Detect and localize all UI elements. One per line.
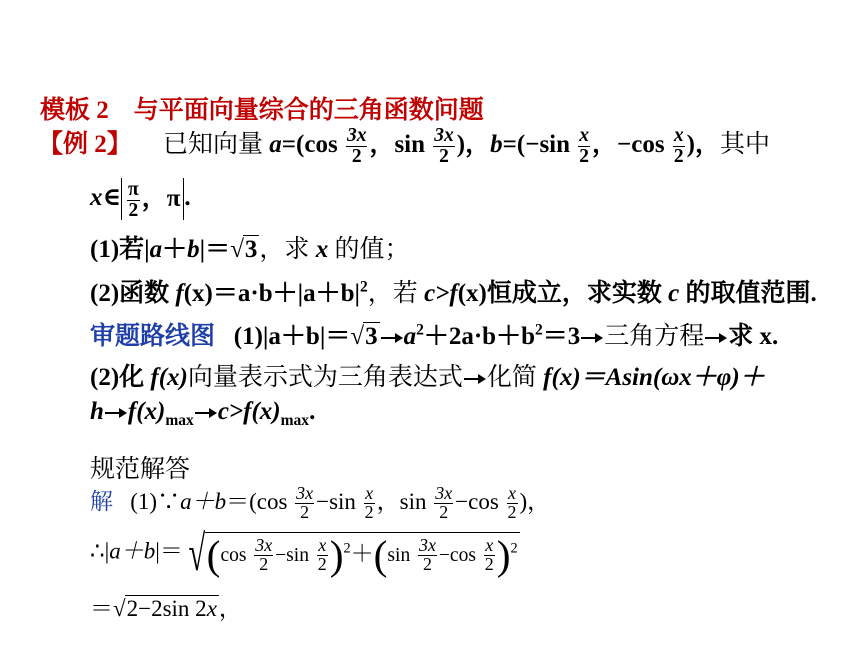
route-p2-c: 化简 [486, 364, 544, 391]
sqrt-icon: √ [188, 524, 206, 581]
pi-value: π [166, 185, 181, 212]
q1-x: x [315, 236, 329, 263]
route-c-f: c>f(x) [217, 398, 281, 425]
arrow-icon [581, 333, 603, 343]
s1-a: (1)∵ [130, 489, 181, 514]
section-heading [40, 90, 484, 126]
q1-rest-a: ，求 [259, 236, 316, 263]
s2-a: ∴| [90, 538, 110, 564]
s3-x: x [206, 596, 217, 621]
s1-ab: a＋b [180, 489, 227, 514]
q2-rest-b: (x)恒成立，求实数 [457, 280, 669, 307]
fraction-3x-2b: $\frac{3x}{2}$ [434, 125, 454, 167]
dot: . [184, 183, 191, 211]
sqrt-content: (cos $\frac{3x}{2}$ −sin $\frac{x}{2}$ )$^2$＋(sin $\frac{3x}{2}$ −cos $\frac{x}{2}$ )$^2$ [206, 532, 518, 579]
route-max-2: max [280, 412, 310, 429]
s1-minus-sin: −sin [316, 489, 356, 514]
q2-rest-a: ，若 [367, 280, 425, 307]
route-p2-a: (2)化 [90, 364, 151, 391]
s1-b: ＝(cos [226, 489, 288, 514]
q1-eq: |＝ [199, 236, 231, 263]
s2-frac-3x-2: $\frac{3x}{2}$ [255, 535, 273, 575]
solution-line-3: ＝√2−2sin 2x， [90, 596, 242, 621]
s1-comma-sin: ，sin [376, 489, 427, 514]
interval-bracket: $\frac{\pi}{2}$ ，π [121, 178, 184, 220]
solution-line-2 [90, 524, 520, 581]
q2-c: c [668, 280, 680, 307]
route-step2-end: ＝3 [542, 323, 581, 350]
q1-label: (1)若| [90, 236, 150, 263]
route-a: a [403, 323, 417, 350]
s2-frac-x-2: $\frac{x}{2}$ [317, 535, 327, 575]
neg-cos: −cos [617, 131, 665, 158]
s2-b: |＝ [155, 538, 183, 564]
s2-cos: cos [220, 545, 247, 566]
q2-f: f [175, 280, 184, 307]
route-end: . [309, 398, 316, 425]
s2-minus-sin: −sin [275, 545, 309, 566]
eq-cos: =(cos [281, 131, 338, 158]
route-p1-label: (1)|a＋b|＝ [233, 323, 351, 350]
route-sqrt-3: 3 [365, 323, 378, 350]
vector-b: b [490, 131, 503, 158]
fraction-pi-2: $\frac{\pi}{2}$ [128, 179, 139, 221]
q2-f-rest: (x)＝a·b＋|a＋b| [183, 280, 361, 307]
fraction-x-2b: $\frac{x}{2}$ [673, 125, 684, 167]
solution-title: 规范解答 [90, 456, 191, 483]
arrow-icon [381, 333, 403, 343]
s1-end: )， [519, 489, 551, 514]
s2-ab: a＋b [109, 538, 156, 564]
q2-square: 2 [360, 278, 368, 296]
sin-text: sin [394, 131, 426, 158]
s1-frac-3x-2: $\frac{3x}{2}$ [296, 483, 314, 523]
arrow-icon [195, 408, 217, 418]
s1-frac-x-2b: $\frac{x}{2}$ [507, 483, 517, 523]
example-tag: 【例 2】 [38, 131, 132, 158]
route-p2-f: f(x) [150, 364, 188, 391]
fraction-x-2: $\frac{x}{2}$ [579, 125, 590, 167]
q1-sqrt-3: 3 [244, 236, 258, 263]
question-2 [90, 273, 817, 309]
arrow-icon [105, 408, 127, 418]
route-title: 审题路线图 [90, 323, 216, 350]
fraction-3x-2: $\frac{3x}{2}$ [346, 125, 367, 167]
x-in: x∈ [90, 183, 122, 211]
template-title: 与平面向量综合的三角函数问题 [133, 97, 484, 124]
s1-minus-cos: −cos [455, 489, 499, 514]
q1-rest-b: 的值； [328, 236, 410, 263]
question-1: (1)若|a＋b|＝√3，求 x 的值； [90, 236, 410, 263]
s2-plus: ＋ [350, 541, 374, 566]
example-tail: 其中 [719, 131, 770, 158]
route-p2-b: 向量表示式为三角表达式 [187, 364, 463, 391]
route-step2-rest: ＋2a·b＋b [423, 323, 535, 350]
s1-frac-x-2: $\frac{x}{2}$ [364, 483, 374, 523]
s2-frac-3x-2b: $\frac{3x}{2}$ [418, 535, 436, 575]
q1-plus: ＋ [162, 236, 188, 263]
s3-end: ， [218, 596, 242, 621]
arrow-icon [705, 333, 727, 343]
route-line-2 [90, 357, 765, 393]
route-step4: 求 x. [728, 323, 779, 350]
s1-frac-3x-2b: $\frac{3x}{2}$ [435, 483, 453, 523]
route-f-max: f(x) [127, 398, 166, 425]
close-comma: )， [686, 131, 720, 158]
route-step3: 三角方程 [604, 323, 705, 350]
example-intro: 已知向量 [163, 131, 264, 158]
route-max-1: max [165, 412, 194, 429]
vector-a: a [269, 131, 282, 158]
eq-neg-sin: =(−sin [502, 131, 571, 158]
s2-frac-x-2b: $\frac{x}{2}$ [484, 535, 494, 575]
route-p2-d: f(x)＝Asin(ωx＋φ)＋ [543, 364, 765, 391]
solution-line-1 [90, 483, 550, 522]
s3-eq: ＝ [90, 596, 113, 621]
route-line-1: 审题路线图 (1)|a＋b|＝√3 $a^2+2a\cdot b+b^2=3$ 三角方程 求 x. [90, 321, 779, 350]
q2-label: (2)函数 [90, 280, 176, 307]
template-label: 模板 2 [40, 97, 109, 124]
s3-sqrt-text: 2−2sin 2 [126, 596, 207, 621]
example-line-2 [90, 178, 191, 220]
route-line-3 [90, 398, 315, 430]
s2-sin: sin [387, 545, 411, 566]
solution-jie: 解 [90, 489, 113, 514]
q2-rest-c: 的取值范围. [679, 280, 817, 307]
route-h: h [90, 398, 104, 425]
arrow-icon [464, 374, 486, 384]
q2-c-gt: c>f [424, 280, 458, 307]
example-line-1: 【例 2】 已知向量 a=(cos $\frac{3x}{2}$ ，sin $\frac{3x}{2}$ )，b=(−sin $\frac{x}{2}$ ，−cos $\frac{x}{2}$ )，其中 [38, 125, 770, 167]
s3-sqrt [125, 595, 219, 622]
s2-minus-cos: −cos [438, 545, 476, 566]
